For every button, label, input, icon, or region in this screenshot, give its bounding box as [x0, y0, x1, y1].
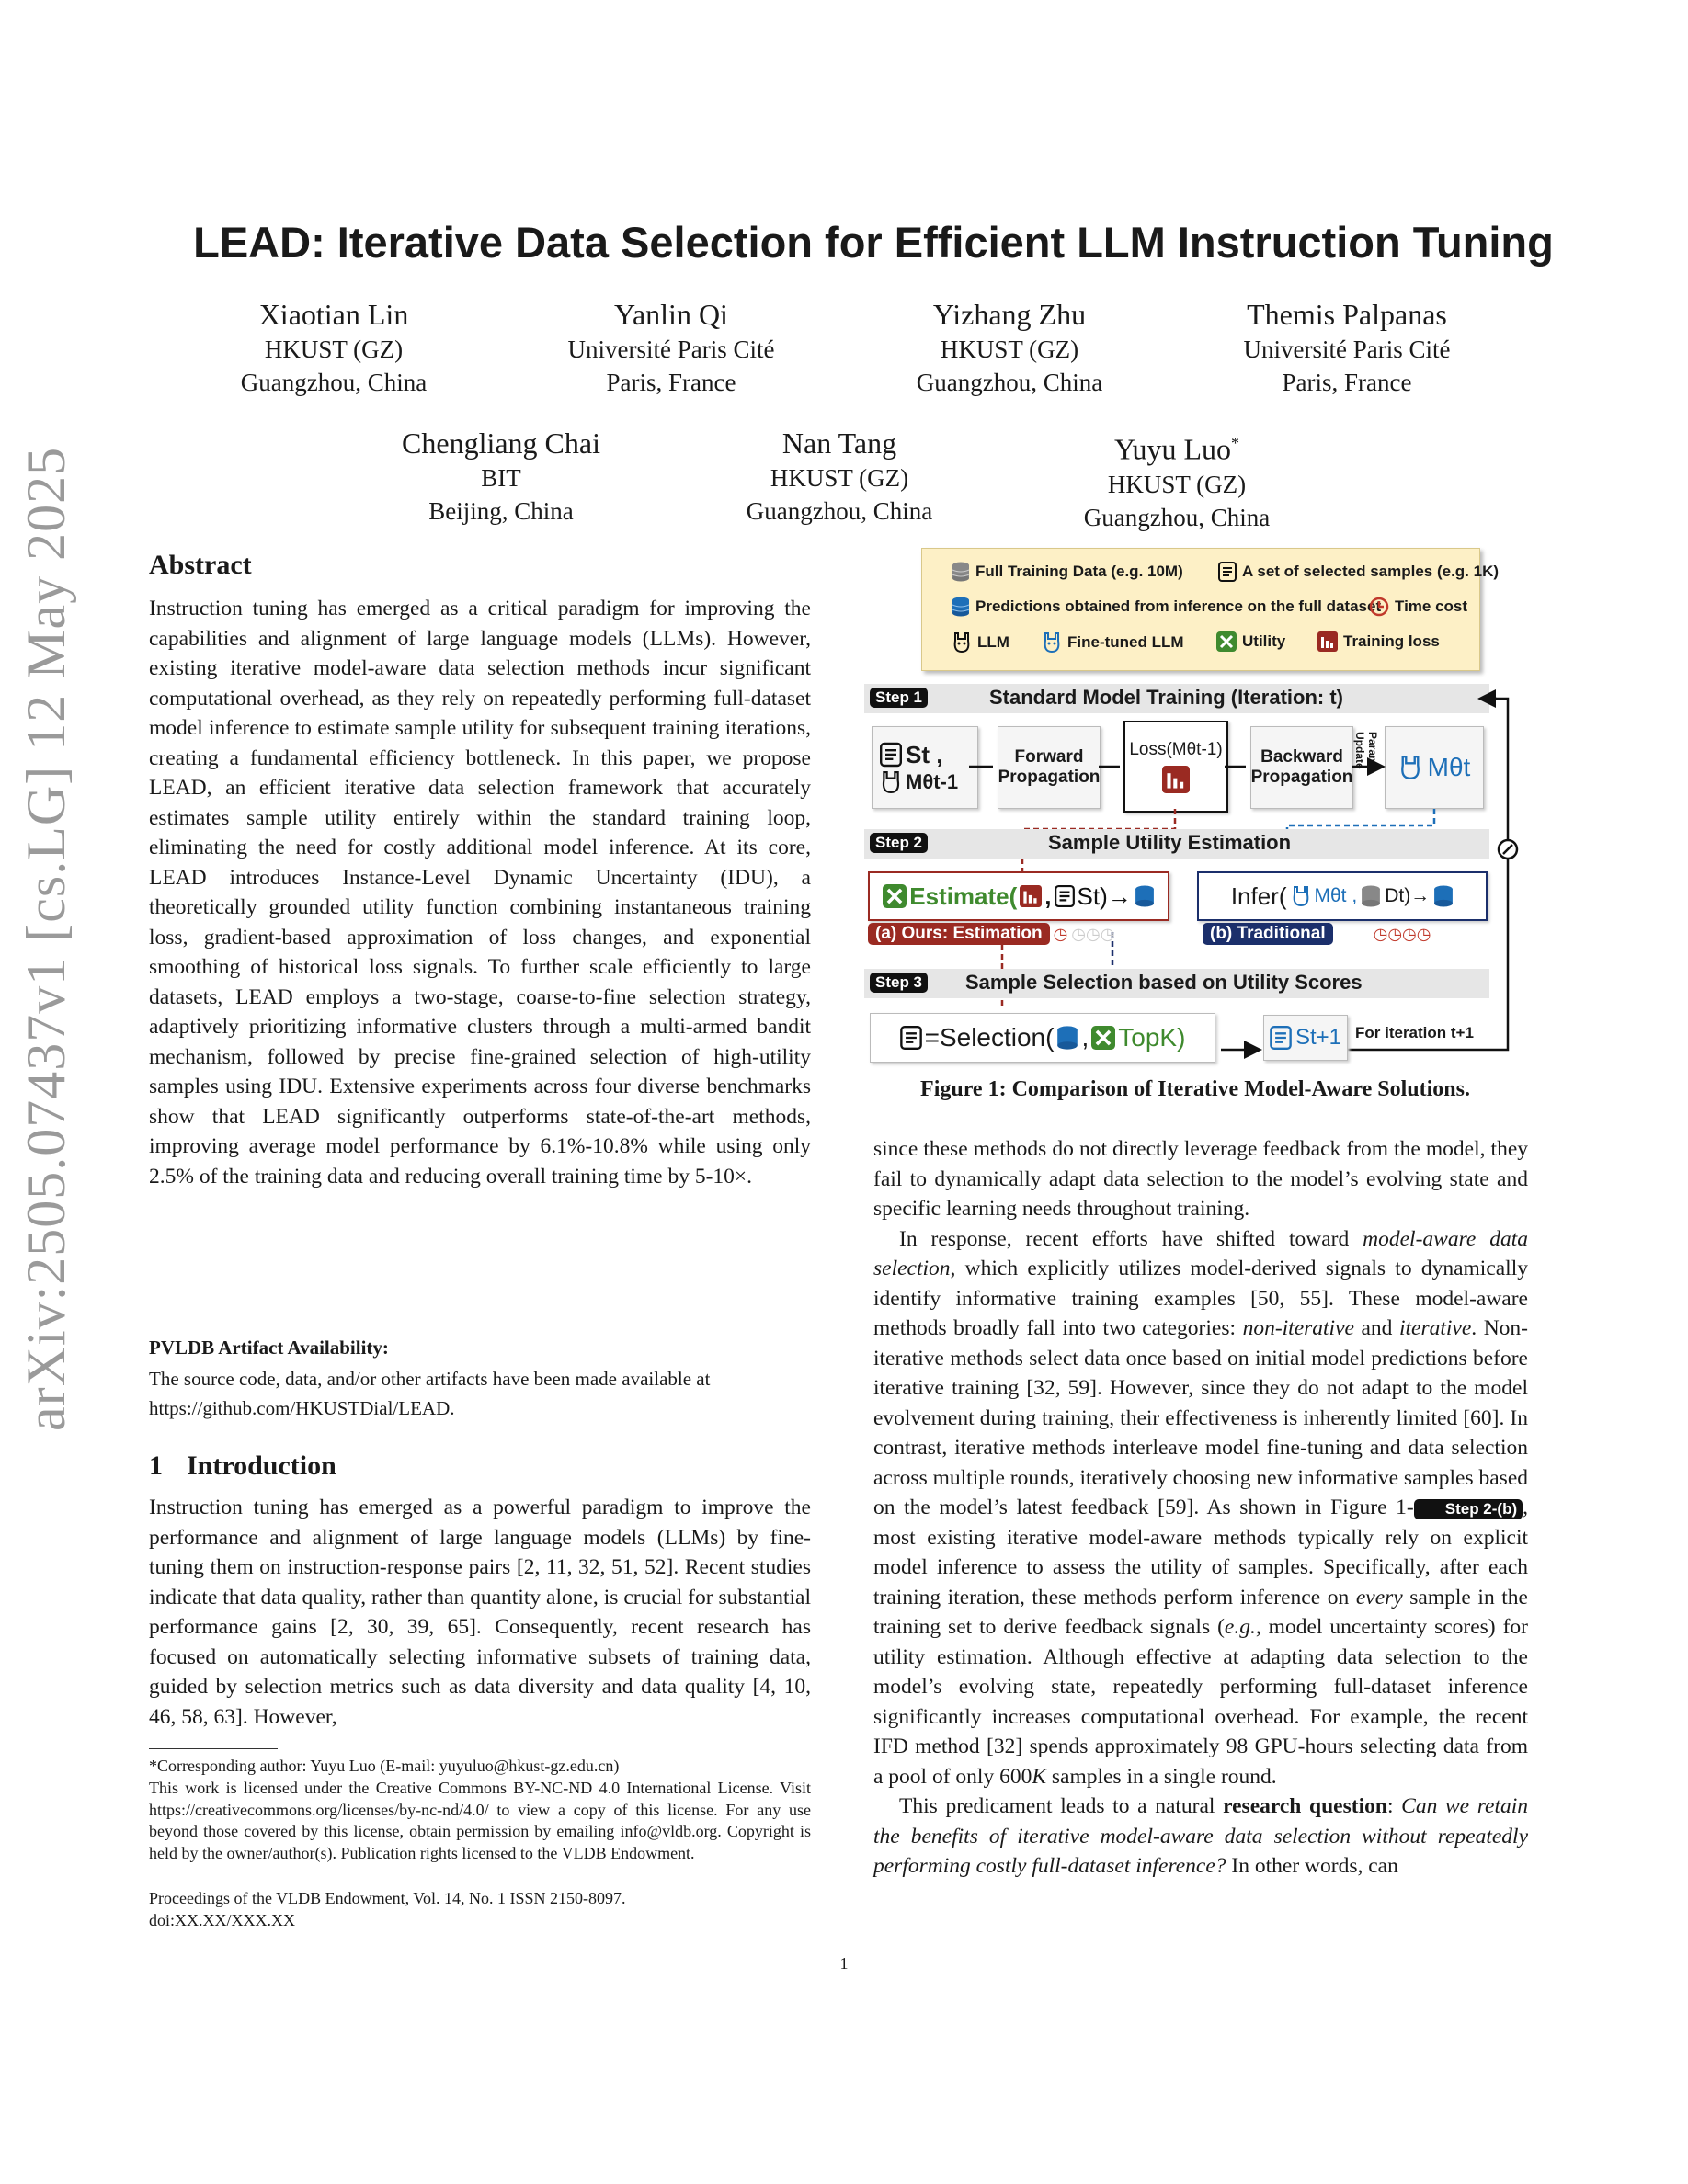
utility-icon: [883, 884, 907, 908]
legend-text: Fine-tuned LLM: [1067, 633, 1184, 651]
author-location: Beijing, China: [428, 497, 574, 525]
author-name: Themis Palpanas: [1247, 298, 1447, 331]
step3-badge: Step 3: [870, 973, 928, 993]
input-m-label: Mθt-1: [906, 769, 959, 793]
ours-label: [868, 923, 1114, 945]
estimate-label: Estimate(: [909, 882, 1018, 910]
artifact-link[interactable]: https://github.com/HKUSTDial/LEAD.: [149, 1397, 455, 1419]
author-name: Chengliang Chai: [402, 427, 600, 460]
step-2b-badge[interactable]: Step 2-(b): [1414, 1499, 1523, 1519]
footnote-proceedings: Proceedings of the VLDB Endowment, Vol. 14, No. 1 ISSN 2150-8097.: [149, 1889, 626, 1907]
author-name: Nan Tang: [781, 427, 897, 460]
legend-text: LLM: [977, 633, 1009, 651]
figure-arrows: [864, 548, 1526, 1088]
author-block: [506, 296, 837, 399]
footnote-corresponding: *Corresponding author: Yuyu Luo (E-mail: yuyuluo@hkust-gz.edu.cn): [149, 1757, 620, 1775]
footnote-license: This work is licensed under the Creative Commons BY-NC-ND 4.0 International License. Visit https://creativecommons.org/licenses/by-nc-nd/4.0/ to view a copy of this license. For any use beyond those covered by this license, obtain permission by emailing info@vldb.org. Copyright is held by the owner/author(s). Publication rights licensed to the VLDB Endowment.: [149, 1779, 811, 1862]
estimate-s-label: St)→: [1077, 882, 1132, 910]
text-run: samples in a single round.: [1046, 1764, 1277, 1789]
author-block: [168, 296, 499, 399]
selection-box: [870, 1013, 1215, 1063]
forward-box: Forward Propagation: [998, 726, 1101, 809]
text-run: , most existing iterative model-aware methods typically rely on explicit model inference to assess the utility of samples. Specifically, after each training iteration, these methods perform inference on: [873, 1496, 1528, 1610]
author-location: Guangzhou, China: [746, 497, 933, 525]
artifact-line: The source code, data, and/or other artifacts have been made available at: [149, 1368, 711, 1390]
author-affiliation: BIT: [481, 464, 521, 492]
infer-d-label: Dt)→: [1385, 885, 1431, 906]
author-affiliation: HKUST (GZ): [940, 336, 1079, 363]
selection-comma: ,: [1081, 1023, 1089, 1052]
author-location: Paris, France: [1282, 369, 1412, 396]
text-run: every: [1355, 1585, 1403, 1610]
document-icon: [1055, 885, 1075, 907]
next-s-label: St+1: [1295, 1025, 1342, 1050]
input-s-label: St ,: [906, 740, 943, 768]
author-affiliation: HKUST (GZ): [770, 464, 909, 492]
text-run: In response, recent efforts have shifted toward: [899, 1226, 1363, 1251]
document-icon: [1270, 1026, 1292, 1050]
footnote-doi: doi:XX.XX/XXX.XX: [149, 1911, 295, 1929]
author-affiliation: HKUST (GZ): [1107, 470, 1247, 498]
predictions-database-icon: [1056, 1025, 1078, 1051]
text-run: sample in the training set to derive feedback signals (: [873, 1585, 1528, 1639]
topk-label: TopK): [1118, 1023, 1186, 1052]
legend-text: Full Training Data (e.g. 10M): [975, 563, 1183, 580]
step3-title: Sample Selection based on Utility Scores: [965, 971, 1363, 994]
text-run: :: [1386, 1794, 1402, 1818]
author-location: Guangzhou, China: [1083, 503, 1271, 531]
selection-label: =Selection(: [924, 1023, 1055, 1052]
arxiv-stamp: arXiv:2505.07437v1 [cs.LG] 12 May 2025: [16, 446, 76, 1431]
step3-bar: [864, 969, 1489, 998]
clock-icon: ◷: [1053, 924, 1068, 943]
database-icon: [1361, 884, 1381, 908]
text-run: , which explicitly utilizes model-derived signals to dynamically identify informative training examples [50, 55]. These model-aware methods broadly fall into two categories:: [873, 1257, 1528, 1340]
artifact-heading: PVLDB Artifact Availability:: [149, 1337, 389, 1359]
author-name: Yizhang Zhu: [932, 298, 1087, 331]
text-run: e.g.: [1224, 1615, 1256, 1639]
text-run: model-aware data selection: [873, 1226, 1528, 1280]
estimate-comma: ,: [1044, 882, 1052, 910]
right-column-text: [873, 1134, 1528, 1882]
legend-text: A set of selected samples (e.g. 1K): [1242, 563, 1500, 580]
author-affiliation: Université Paris Cité: [567, 336, 775, 363]
paragraph: [873, 1224, 1528, 1792]
text-run: This predicament leads to a natural: [899, 1794, 1224, 1818]
author-name: [1011, 425, 1342, 468]
author-block: [1181, 296, 1512, 399]
step2-bar: [864, 829, 1489, 859]
text-run: Can we retain the benefits of iterative model-aware data selection without repeatedly performing costly full-dataset inference?: [873, 1794, 1529, 1878]
abstract-heading: Abstract: [149, 550, 252, 580]
author-name: Yanlin Qi: [614, 298, 728, 331]
section-title: Introduction: [187, 1450, 336, 1481]
text-run: K: [1032, 1764, 1047, 1789]
text-run: and: [1353, 1316, 1399, 1340]
author-block: [336, 425, 667, 528]
author-name-text: Yuyu Luo: [1113, 432, 1232, 466]
corresponding-mark: *: [1231, 434, 1240, 452]
page-number: 1: [839, 1954, 849, 1973]
legend-text: Training loss: [1343, 632, 1440, 650]
text-run: , model uncertainty scores) for utility estimation. Although effective at adapting data selection to the model’s evolving state, repeatedly performing full-dataset inference significantly increases computational overhead. For example, the recent IFD method [32] spends approximately 98 GPU-hours selecting data from a pool of only 600: [873, 1615, 1528, 1789]
clock-faded-icon: ◷◷◷: [1071, 924, 1115, 943]
abstract-text: Instruction tuning has emerged as a critical paradigm for improving the capabilities and alignment of large language models (LLMs). However, existing iterative model-aware data selection methods incur significant computational overhead, as they rely on repeatedly performing full-dataset model inference to estimate sample utility for subsequent training iterations, creating a fundamental efficiency bottleneck. In this paper, we propose LEAD, an efficient iterative data selection framework that accurately estimates sample utility entirely within the standard training loop, eliminating the need for costly additional model inference. At its core, LEAD introduces Instance-Level Dynamic Uncertainty (IDU), a theoretically grounded utility function combining instantaneous training loss, gradient-based approximation of loss changes, and exponential smoothing of historical loss signals. To further scale efficiently to large datasets, LEAD employs a two-stage, coarse-to-fine selection strategy, adaptively prioritizing informative clusters through a multi-armed bandit mechanism, followed by precise fine-grained selection of high-utility samples using IDU. Extensive experiments across four diverse benchmarks show that LEAD significantly outperforms state-of-the-art methods, improving average model performance by 6.1%-10.8% while using only 2.5% of the training data and reducing overall training time by 5-10×.: [149, 597, 811, 1189]
step1-title: Standard Model Training (Iteration: t): [989, 686, 1343, 709]
predictions-database-icon: [1433, 884, 1454, 908]
legend-text: Utility: [1242, 632, 1286, 650]
author-affiliation: HKUST (GZ): [264, 336, 404, 363]
author-block: [844, 296, 1175, 399]
backward-box: Backward Propagation: [1250, 726, 1353, 809]
finetuned-llama-icon: [1291, 884, 1311, 908]
step2-badge: Step 2: [870, 833, 928, 853]
figure-caption: Figure 1: Comparison of Iterative Model-Aware Solutions.: [920, 1077, 1470, 1101]
intro-heading: [149, 1450, 336, 1482]
author-affiliation: Université Paris Cité: [1243, 336, 1451, 363]
next-s-box: [1263, 1015, 1348, 1061]
footnote-rule: [149, 1748, 278, 1749]
text-run: . Non-iterative methods select data once based on initial model predictions before iterative training [32, 59]. However, since they do not adapt to the model evolvement during training, their effectiveness is inherently limited [60]. In contrast, iterative methods interleave model fine-tuning and data selection across multiple rounds, iteratively choosing new informative samples based on the model’s latest feedback [59]. As shown in Figure 1-: [873, 1316, 1529, 1519]
trad-tag: (b) Traditional: [1203, 923, 1333, 945]
author-name: Xiaotian Lin: [258, 298, 409, 331]
section-number: 1: [149, 1450, 163, 1481]
infer-label: Infer(: [1230, 882, 1287, 910]
infer-m-label: Mθt ,: [1314, 885, 1358, 906]
figure-1: [864, 548, 1526, 1088]
author-location: Guangzhou, China: [916, 369, 1103, 396]
predictions-database-icon: [1135, 884, 1155, 908]
step2-title: Sample Utility Estimation: [1048, 831, 1292, 854]
clock-icon: ◷◷◷◷: [1373, 924, 1431, 943]
estimate-box: [868, 871, 1169, 921]
loss-label: Loss(Mθt-1): [1129, 740, 1223, 759]
author-block: [1011, 425, 1342, 534]
legend-text: Time cost: [1395, 597, 1468, 615]
legend-text: Predictions obtained from inference on the full dataset: [975, 597, 1382, 615]
param-update-label: Param. Update: [1353, 732, 1379, 769]
utility-icon: [1091, 1026, 1115, 1050]
text-run: In other words, can: [1226, 1854, 1398, 1878]
author-location: Paris, France: [606, 369, 736, 396]
intro-text: Instruction tuning has emerged as a powerful paradigm to improve the performance and alignment of large language models (LLMs) by fine-tuning them on instruction-response pairs [2, 11, 32, 51, 52]. Recent studies indicate that data quality, rather than quantity alone, is crucial for substantial performance gains [2, 30, 39, 65]. Consequently, recent research has focused on automatically selecting informative subsets of training data, guided by selection metrics such as data diversity and data quality [4, 10, 46, 58, 63]. However,: [149, 1496, 811, 1729]
model-t-label: Mθt: [1427, 753, 1471, 781]
text-run: non-iterative: [1242, 1316, 1354, 1340]
text-run: iterative: [1398, 1316, 1472, 1340]
paragraph: [873, 1792, 1528, 1882]
step1-badge: Step 1: [870, 688, 928, 708]
trad-label: [1203, 923, 1431, 945]
paragraph: since these methods do not directly leverage feedback from the model, they fail to dynamically adapt data selection to the model’s evolving state and specific learning needs throughout training.: [873, 1137, 1528, 1221]
ours-tag: (a) Ours: Estimation: [868, 923, 1050, 945]
document-icon: [900, 1026, 922, 1050]
author-location: Guangzhou, China: [240, 369, 428, 396]
author-block: [674, 425, 1005, 528]
text-run: research question: [1223, 1794, 1387, 1818]
loss-chart-icon: [1020, 885, 1042, 907]
infer-box: [1197, 871, 1488, 921]
for-iteration-label: For iteration t+1: [1355, 1024, 1474, 1041]
paper-title: LEAD: Iterative Data Selection for Efficient LLM Instruction Tuning: [193, 218, 1554, 267]
